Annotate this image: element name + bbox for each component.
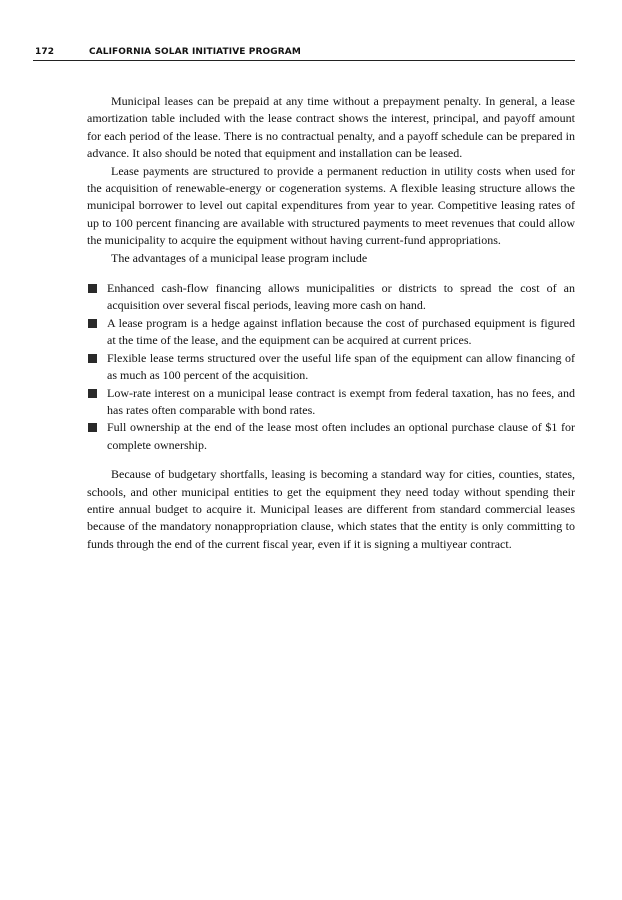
list-item <box>87 315 575 350</box>
advantages-list <box>87 280 575 454</box>
paragraph-budgetary-shortfalls: Because of budgetary shortfalls, leasing is becoming a standard way for cities, counties, states, schools, and other municipal entities to get the equipment they need today without spending their entire annual budget to acquire it. Municipal leases are different from standard commercial leases because of the mandatory nonappropriation clause, which states that the entity is only committing to funds through the end of the current fiscal year, even if it is signing a multiyear contract. <box>87 467 575 551</box>
page-number: 172 <box>35 47 55 57</box>
list-item-text: Low-rate interest on a municipal lease contract is exempt from federal taxation, has no fees, and has rates often comparable with bond rates. <box>107 385 575 417</box>
list-item-text: Flexible lease terms structured over the useful life span of the equipment can allow financing of as much as 100 percent of the acquisition. <box>107 350 575 383</box>
paragraph-lease-payments: Lease payments are structured to provide a permanent reduction in utility costs when used for the acquisition of renewable-energy or cogeneration systems. A flexible leasing structure allows the municipal borrower to level out capital expenditures from year to year. Competitive leasing rates of up to 100 percent financing are available with structured payments to meet revenues that could allow the municipality to acquire the equipment without having current-fund appropriations. <box>87 163 575 248</box>
square-bullet-icon <box>88 319 97 328</box>
square-bullet-icon <box>88 423 97 432</box>
body-text <box>87 93 575 553</box>
square-bullet-icon <box>88 389 97 398</box>
list-item-text: Full ownership at the end of the lease most often includes an optional purchase clause of $1 for complete ownership. <box>107 420 575 452</box>
list-item-text: Enhanced cash-flow financing allows municipalities or districts to spread the cost of an acquisition over several fiscal periods, leaving more cash on hand. <box>107 281 575 313</box>
list-item <box>87 385 575 420</box>
running-header <box>33 44 575 61</box>
paragraph-prepayment: Municipal leases can be prepaid at any time without a prepayment penalty. In general, a lease amortization table included with the lease contract shows the interest, principal, and payoff amount for each period of the lease. There is no contractual penalty, and a payoff schedule can be prepared in advance. It also should be noted that equipment and installation can be leased. <box>87 94 575 161</box>
running-title: CALIFORNIA SOLAR INITIATIVE PROGRAM <box>89 47 301 57</box>
list-item <box>87 350 575 385</box>
paragraph-advantages-intro: The advantages of a municipal lease program include <box>111 250 368 265</box>
square-bullet-icon <box>88 354 97 363</box>
list-item-text: A lease program is a hedge against inflation because the cost of purchased equipment is figured at the time of the lease, and the equipment can be acquired at current prices. <box>107 315 575 348</box>
list-item <box>87 419 575 454</box>
square-bullet-icon <box>88 284 97 293</box>
list-item <box>87 280 575 315</box>
